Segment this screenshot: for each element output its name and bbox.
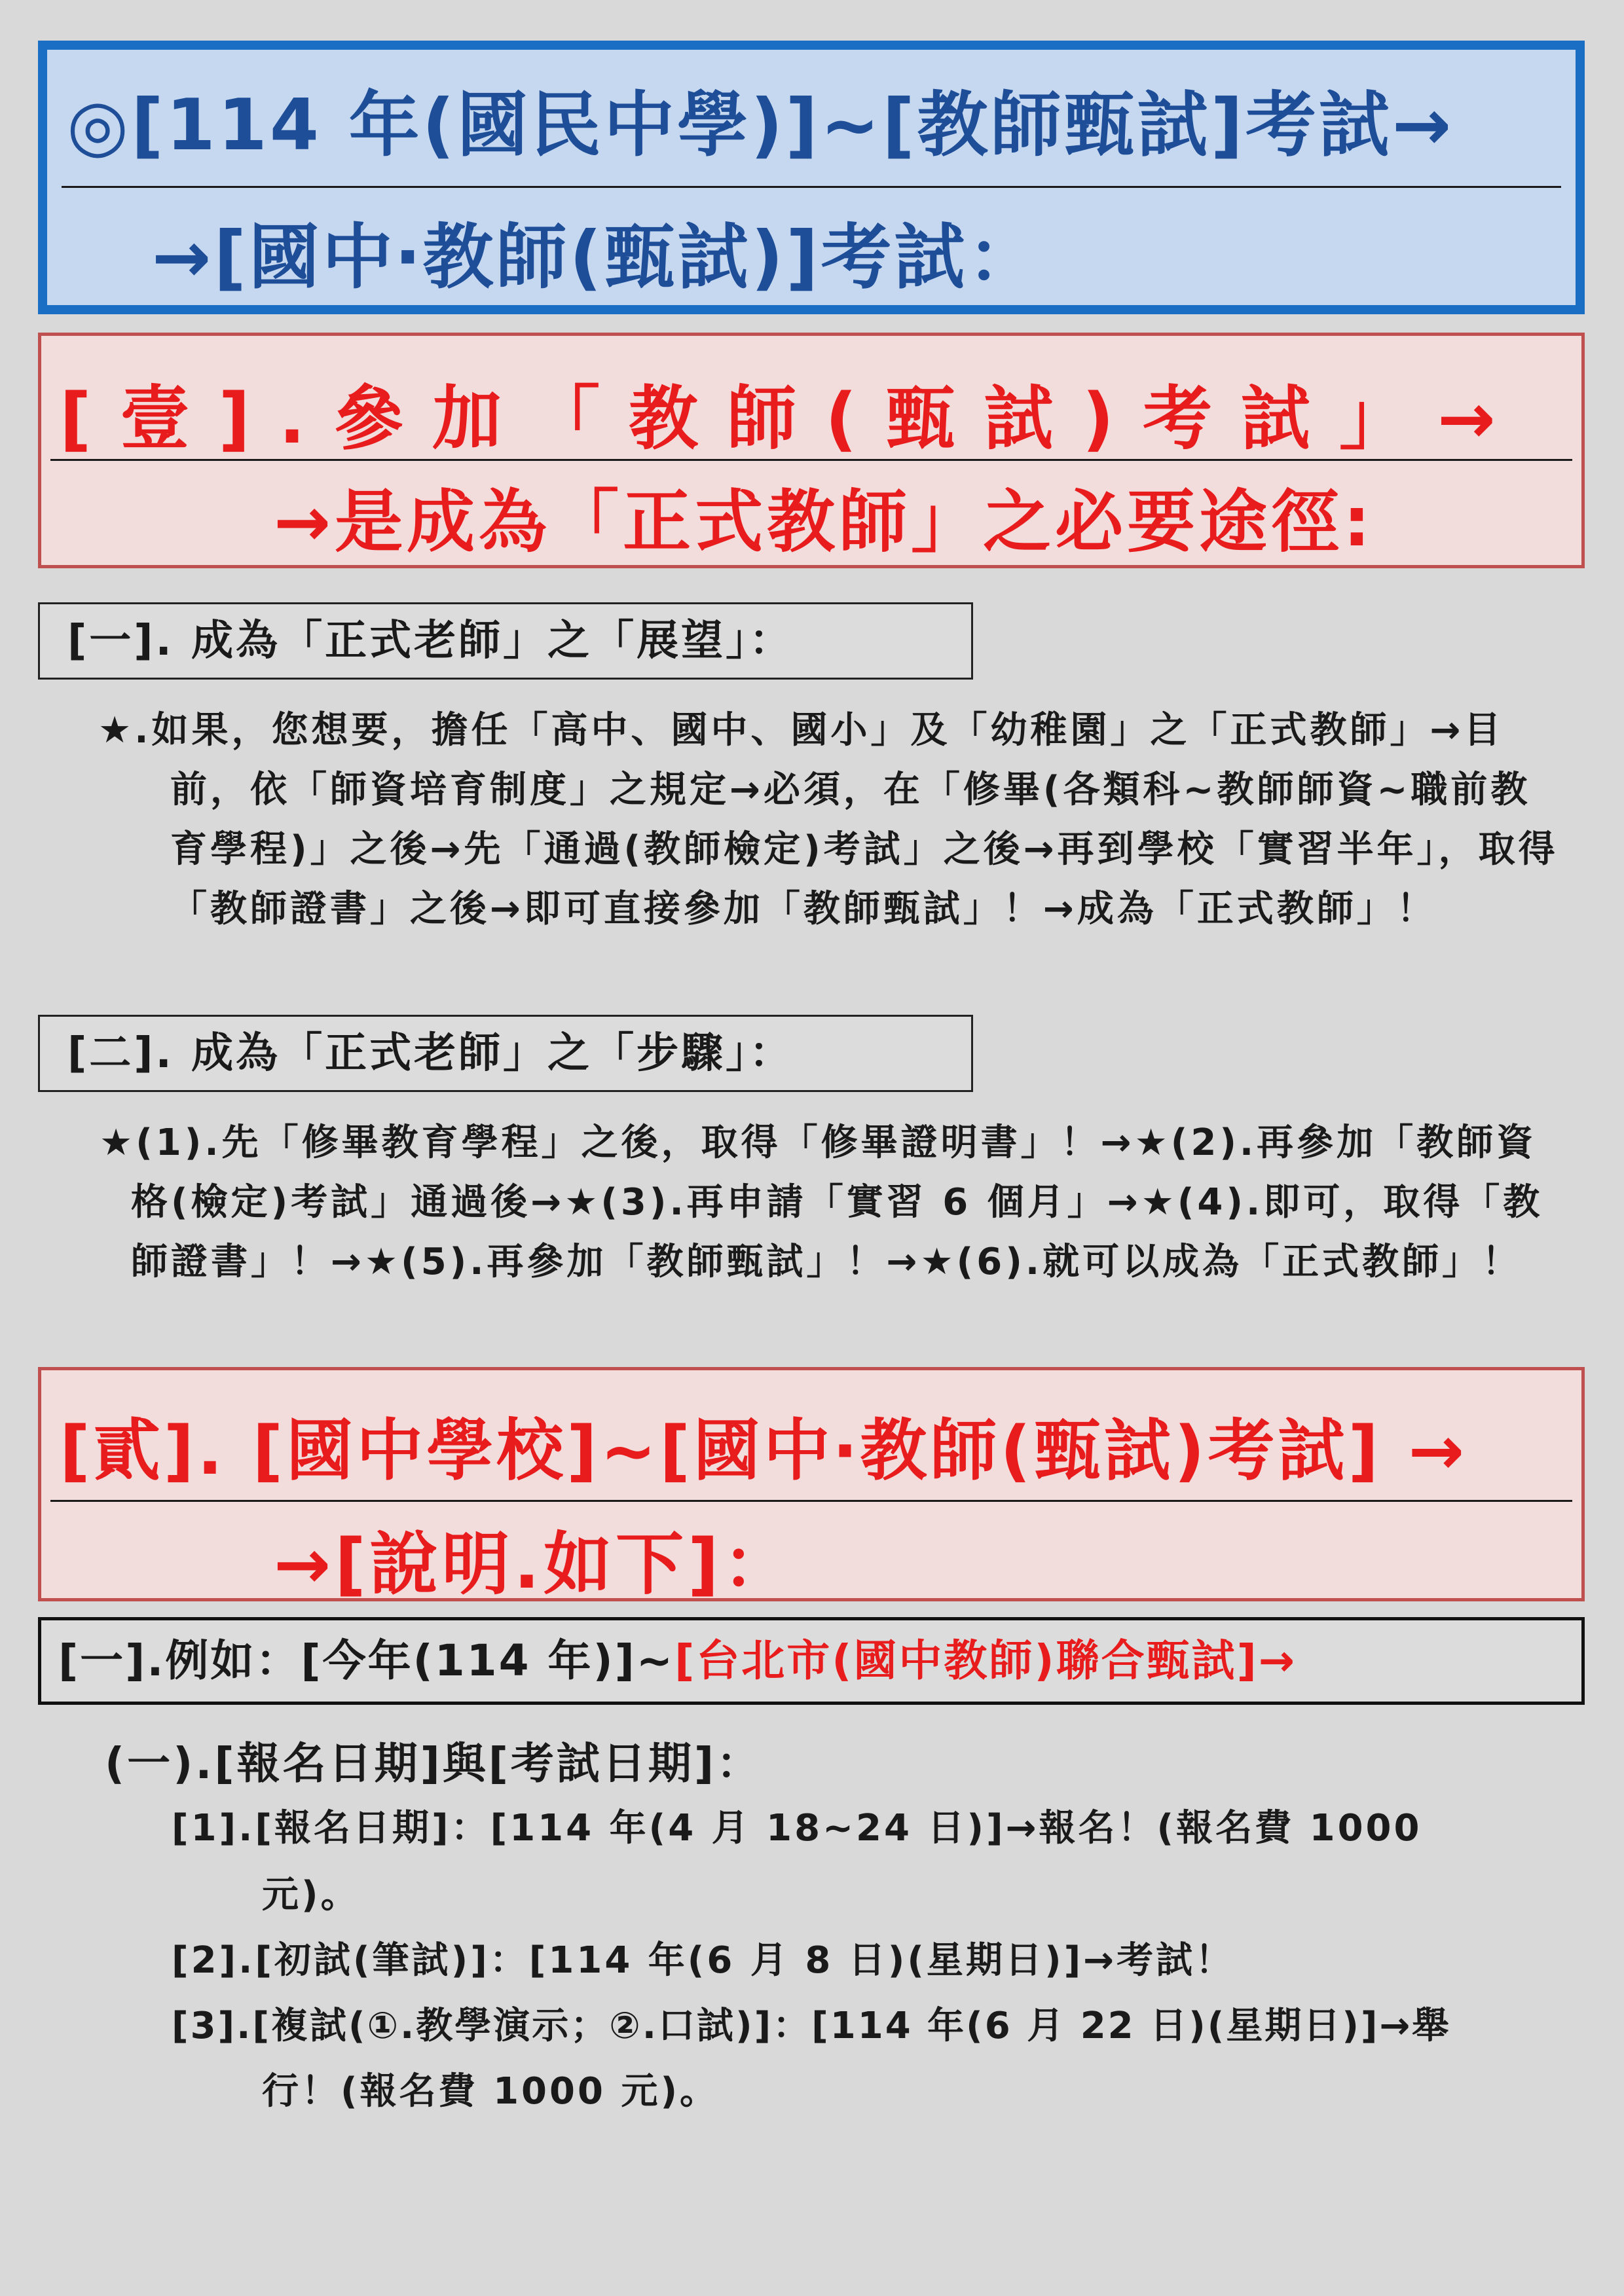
section-1-line-1: [壹].參加「教師(甄試)考試」→ — [60, 378, 1524, 459]
section-2-line-2: →[說明.如下]： — [274, 1524, 795, 1604]
paragraph-prospect — [98, 701, 1565, 939]
section-2-divider — [50, 1500, 1572, 1502]
dates-item-2: [2].[初試(筆試)]：[114 年(6 月 8 日)(星期日)]→考試！ — [172, 1939, 1235, 1982]
title-banner — [38, 41, 1585, 314]
section-1-banner — [38, 333, 1585, 568]
section-1-line-2: →是成為「正式教師」之必要途徑: — [274, 482, 1375, 562]
dates-item-3-cont: 行！(報名費 1000 元)。 — [262, 2070, 720, 2113]
section-1-divider — [50, 459, 1572, 461]
dates-item-1-cont: 元)。 — [262, 1874, 360, 1916]
paragraph-prospect-text: ★.如果，您想要，擔任「高中、國中、國小」及「幼稚園」之「正式教師」→目前，依「師資培育制度」之規定→必須，在「修畢(各類科~教師師資~職前教育學程)」之後→先「通過(教師檢定)考試」之後→再到學校「實習半年」，取得「教師證書」之後→即可直接參加「教師甄試」！→成為「正式教師」！ — [98, 709, 1559, 930]
section-2-banner — [38, 1367, 1585, 1604]
title-line-2: →[國中‧教師(甄試)]考試： — [152, 217, 1041, 299]
example-prefix: [一].例如：[今年(114 年)]~ — [58, 1635, 675, 1686]
section-2-line-1: [貳]. [國中學校]~[國中‧教師(甄試)考試] → — [60, 1412, 1468, 1490]
subheading-steps: [二]. 成為「正式老師」之「步驟」： — [38, 1015, 973, 1092]
dates-item-1: [1].[報名日期]：[114 年(4 月 18~24 日)]→報名！(報名費 1000 — [172, 1807, 1422, 1850]
example-highlight: [台北市(國中教師)聯合甄試]→ — [674, 1635, 1297, 1686]
paragraph-steps-text: ★(1).先「修畢教育學程」之後，取得「修畢證明書」！→★(2).再參加「教師資格(檢定)考試」通過後→★(3).再申請「實習 6 個月」→★(4).即可，取得「教師證書」！→★(5).再參加「教師甄試」！→★(6).就可以成為「正式教師」！ — [100, 1121, 1543, 1283]
example-banner — [38, 1617, 1585, 1705]
dates-heading: (一).[報名日期]與[考試日期]： — [105, 1738, 763, 1789]
paragraph-steps — [100, 1113, 1566, 1292]
subheading-prospect: [一]. 成為「正式老師」之「展望」： — [38, 602, 973, 680]
title-divider — [62, 186, 1561, 188]
dates-item-3: [3].[複試(①.教學演示；②.口試)]：[114 年(6 月 22 日)(星期日)]→舉 — [172, 2005, 1451, 2047]
title-line-1: ◎[114 年(國民中學)]~[教師甄試]考試→ — [67, 84, 1454, 166]
